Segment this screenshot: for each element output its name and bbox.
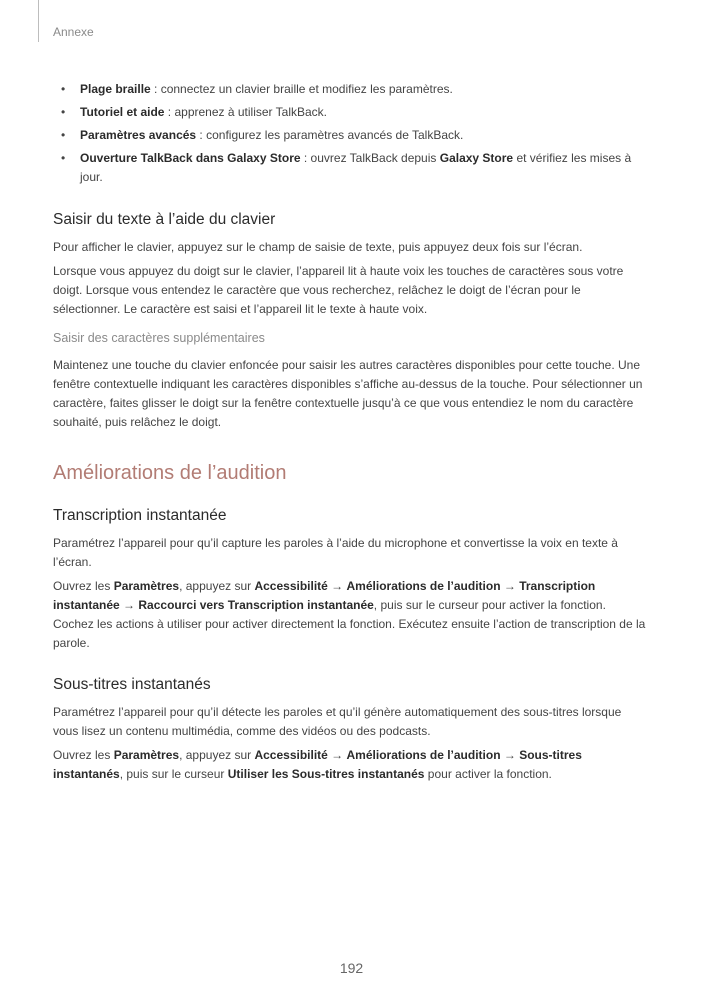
subtitles-heading: Sous-titres instantanés xyxy=(53,676,211,693)
option-description: : apprenez à utiliser TalkBack. xyxy=(164,105,327,119)
bullet-icon: • xyxy=(61,151,66,165)
keyboard-paragraph-2: Lorsque vous appuyez du doigt sur le clavier, l’appareil lit à haute voix les touches de caractères sous votre doigt. Lorsque vous entendez le caractère que vous recherchez, relâchez le doigt de l’écran pour le sélectionner. Le caractère est saisi et l’appareil lit le texte à haute voix. xyxy=(53,264,624,316)
chapter-label: Annexe xyxy=(53,25,94,39)
keyboard-paragraph-1: Pour afficher le clavier, appuyez sur le champ de saisie de texte, puis appuyez deux fois sur l’écran. xyxy=(53,240,583,254)
settings-path-item: Améliorations de l’audition xyxy=(346,579,501,593)
list-item xyxy=(53,103,649,122)
transcription-paragraph-1: Paramétrez l’appareil pour qu’il capture les paroles à l’aide du microphone et convertisse la voix en texte à l’écran. xyxy=(53,536,618,569)
transcription-heading: Transcription instantanée xyxy=(53,507,227,524)
settings-path-item: Utiliser les Sous-titres instantanés xyxy=(227,767,425,781)
subtitles-paragraph-1: Paramétrez l’appareil pour qu’il détecte les paroles et qu’il génère automatiquement des sous-titres lorsque vous lisez un contenu multimédia, comme des vidéos ou des podcasts. xyxy=(53,705,622,738)
settings-path-item: Accessibilité xyxy=(254,748,328,762)
subtitles-paragraph-2: Ouvrez les Paramètres, appuyez sur Accessibilité → Améliorations de l’audition → Sous-titres instantanés, puis sur le curseur Utiliser les Sous-titres instantanés pour activer la fonction. xyxy=(53,748,582,781)
settings-path-item: Transcription instantanée xyxy=(53,579,596,612)
list-item xyxy=(53,149,649,187)
bullet-icon: • xyxy=(61,82,66,96)
option-name: Plage braille xyxy=(80,82,151,96)
settings-path-item: Paramètres xyxy=(113,748,180,762)
arrow-right-icon: → xyxy=(123,598,136,612)
arrow-right-icon: → xyxy=(331,579,344,593)
bullet-icon: • xyxy=(61,128,66,142)
option-description: et vérifiez les mises à jour. xyxy=(80,151,632,184)
option-name: Ouverture TalkBack dans Galaxy Store xyxy=(80,151,301,165)
transcription-paragraph-2: Ouvrez les Paramètres, appuyez sur Accessibilité → Améliorations de l’audition → Transcription instantanée → Raccourci vers Transcription instantanée, puis sur le curseur pour activer la fonction. Cochez les actions à utiliser pour activer directement la fonction. Exécutez ensuite l’action de transcription de la parole. xyxy=(53,579,646,650)
settings-path-item: Paramètres xyxy=(113,579,180,593)
talkback-options-list xyxy=(53,80,649,187)
option-name: Tutoriel et aide xyxy=(80,105,165,119)
settings-path-item: Raccourci vers Transcription instantanée xyxy=(138,598,374,612)
page-content xyxy=(53,80,649,789)
option-description: : connectez un clavier braille et modifiez les paramètres. xyxy=(150,82,453,96)
extra-characters-subheading: Saisir des caractères supplémentaires xyxy=(53,331,265,345)
arrow-right-icon: → xyxy=(503,748,516,762)
bullet-icon: • xyxy=(61,105,66,119)
store-name: Galaxy Store xyxy=(439,151,514,165)
keyboard-heading: Saisir du texte à l’aide du clavier xyxy=(53,211,276,228)
arrow-right-icon: → xyxy=(503,579,516,593)
settings-path-item: Sous-titres instantanés xyxy=(53,748,582,781)
list-item xyxy=(53,126,649,145)
arrow-right-icon: → xyxy=(331,748,344,762)
settings-path-item: Accessibilité xyxy=(254,579,328,593)
page-number: 192 xyxy=(339,960,364,976)
keyboard-paragraph-3: Maintenez une touche du clavier enfoncée pour saisir les autres caractères disponibles pour cette touche. Une fenêtre contextuelle indiquant les caractères disponibles s’affiche au-dessus de la touche. Pour sélectionner un caractère, faites glisser le doigt sur la fenêtre contextuelle jusqu’à ce que vous entendiez le nom du caractère souhaité, puis relâchez le doigt. xyxy=(53,358,643,429)
option-name: Paramètres avancés xyxy=(80,128,197,142)
section-title: Améliorations de l’audition xyxy=(53,462,287,484)
option-description: : configurez les paramètres avancés de TalkBack. xyxy=(196,128,464,142)
list-item xyxy=(53,80,649,99)
header-rule xyxy=(38,0,39,42)
option-description: : ouvrez TalkBack depuis xyxy=(300,151,440,165)
settings-path-item: Améliorations de l’audition xyxy=(346,748,501,762)
